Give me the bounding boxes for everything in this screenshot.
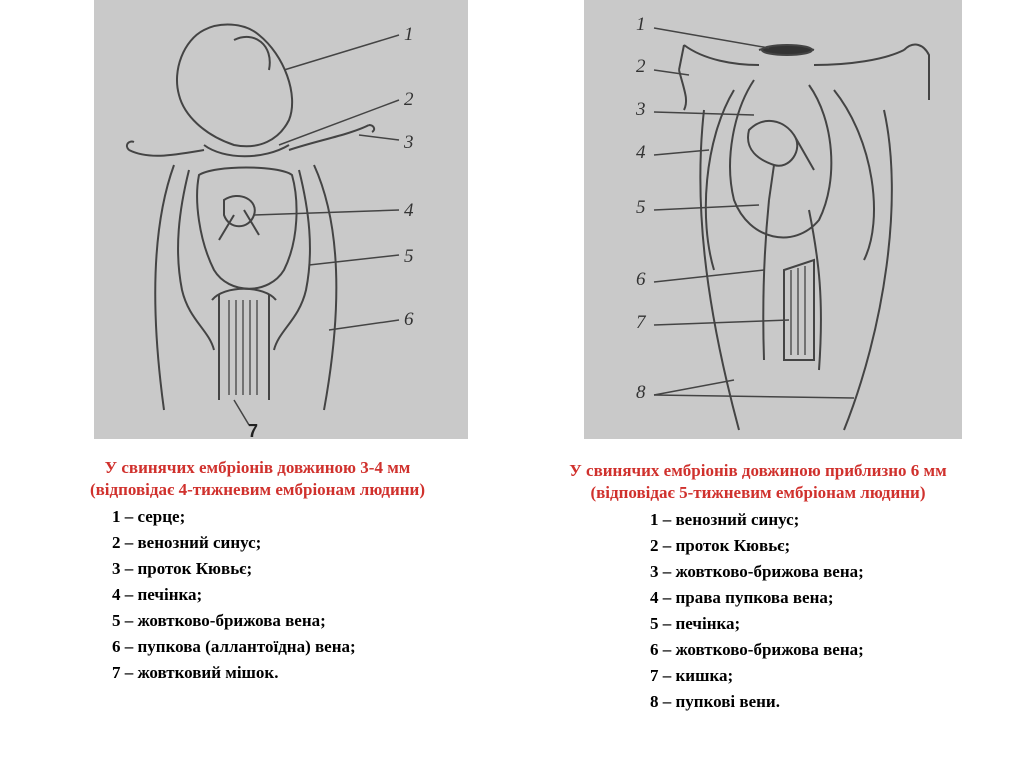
- legend-item: 7 – жовтковий мішок.: [112, 663, 279, 682]
- fig-num-6: 6: [636, 269, 646, 290]
- legend-item: 3 – жовтково-брижова вена;: [650, 562, 864, 581]
- heart-inner: [234, 37, 270, 70]
- legend-item: 6 – пупкова (аллантоїдна) вена;: [112, 637, 356, 656]
- umbilical-veins: [700, 110, 892, 430]
- liver-mesh: [748, 121, 814, 200]
- fig-num-1: 1: [404, 24, 414, 45]
- left-diagram-drawing: [94, 0, 468, 439]
- legend-item: 2 – венозний синус;: [112, 533, 262, 552]
- left-caption-line1: У свинячих ембріонів довжиною 3-4 мм: [104, 458, 411, 477]
- heart-outline: [177, 25, 292, 147]
- legend-item: 8 – пупкові вени.: [650, 692, 780, 711]
- legend-item: 7 – кишка;: [650, 666, 734, 685]
- left-embryo-diagram: [94, 0, 468, 439]
- left-description: [30, 457, 485, 686]
- legend-item: 2 – проток Кювьє;: [650, 536, 791, 555]
- legend-item: 5 – печінка;: [650, 614, 741, 633]
- fig-num-7: 7: [248, 421, 259, 439]
- fig-num-3: 3: [404, 132, 414, 153]
- vitelline-mesenteric-vein: [763, 200, 821, 370]
- legend-item: 3 – проток Кювьє;: [112, 559, 253, 578]
- right-diagram-drawing: [584, 0, 962, 439]
- legend-item: 4 – печінка;: [112, 585, 203, 604]
- right-legend: [650, 507, 1019, 715]
- cuvier-duct-right: [289, 125, 374, 150]
- liver-lobes: [219, 196, 259, 240]
- vitelline-network: [730, 80, 831, 237]
- umbilical-vein-left: [155, 165, 174, 410]
- fig-num-3: 3: [636, 99, 646, 120]
- right-embryo-diagram: [584, 0, 962, 439]
- fig-num-5: 5: [636, 197, 646, 218]
- cuvier-duct-left: [127, 142, 204, 156]
- fig-num-2: 2: [404, 89, 414, 110]
- right-caption-line2: (відповідає 5-тижневим ембріонам людини): [590, 483, 926, 502]
- left-caption: [30, 457, 485, 501]
- fig-num-4: 4: [636, 142, 646, 163]
- legend-item: 6 – жовтково-брижова вена;: [650, 640, 864, 659]
- legend-item: 5 – жовтково-брижова вена;: [112, 611, 326, 630]
- right-caption: [497, 460, 1019, 504]
- intestine: [784, 260, 814, 360]
- umbilical-vein-right: [314, 165, 336, 410]
- fig-num-7: 7: [636, 312, 646, 333]
- yolk-sac-stalk: [212, 289, 276, 400]
- liver-outline: [197, 168, 296, 289]
- legend-item: 4 – права пупкова вена;: [650, 588, 834, 607]
- left-legend: [112, 504, 485, 686]
- fig-num-4: 4: [404, 200, 414, 221]
- cuvier-duct-left: [679, 45, 759, 110]
- left-caption-line2: (відповідає 4-тижневим ембріонам людини): [89, 480, 426, 499]
- vitelline-vein-right: [274, 170, 310, 350]
- legend-item: 1 – венозний синус;: [650, 510, 800, 529]
- fig-num-1: 1: [636, 14, 646, 35]
- legend-item: 1 – серце;: [112, 507, 186, 526]
- fig-num-8: 8: [636, 382, 646, 403]
- fig-num-5: 5: [404, 246, 414, 267]
- right-caption-line1: У свинячих ембріонів довжиною приблизно 6 мм: [569, 461, 947, 480]
- fig-num-6: 6: [404, 309, 414, 330]
- cuvier-duct-right: [814, 45, 929, 100]
- right-description: [497, 460, 1019, 715]
- fig-num-2: 2: [636, 56, 646, 77]
